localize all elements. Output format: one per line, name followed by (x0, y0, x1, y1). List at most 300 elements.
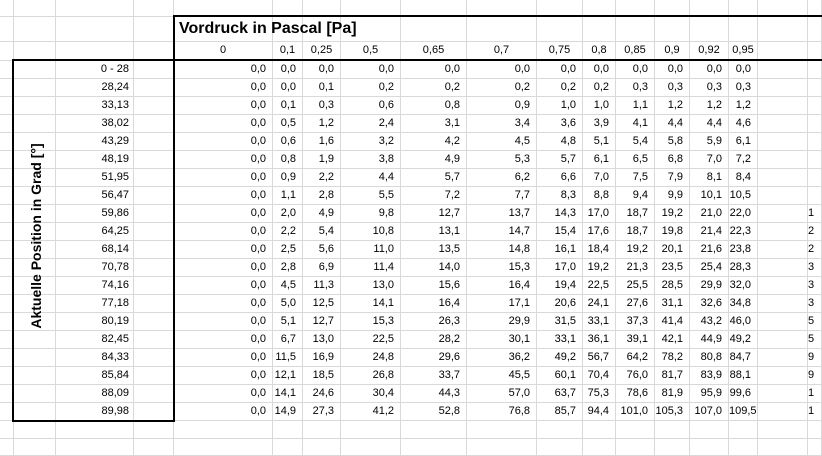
clipped-cell[interactable] (808, 79, 822, 97)
position-cell[interactable]: 89,98 (56, 403, 134, 421)
position-cell[interactable]: 68,14 (56, 241, 134, 259)
value-cell[interactable]: 17,0 (583, 205, 616, 223)
value-cell[interactable]: 29,9 (690, 277, 729, 295)
empty-cell[interactable] (174, 439, 273, 456)
value-cell[interactable]: 8,4 (729, 169, 758, 187)
value-cell[interactable]: 3,8 (341, 151, 401, 169)
value-cell[interactable]: 60,1 (537, 367, 583, 385)
value-cell[interactable]: 6,7 (273, 331, 303, 349)
empty-cell[interactable] (401, 421, 467, 439)
pressure-header-cell[interactable]: 0,5 (341, 42, 401, 61)
value-cell[interactable]: 7,2 (401, 187, 467, 205)
value-cell[interactable]: 39,1 (616, 331, 655, 349)
value-cell[interactable]: 27,3 (303, 403, 341, 421)
value-cell[interactable]: 0,0 (341, 61, 401, 79)
value-cell[interactable]: 0,0 (690, 61, 729, 79)
value-cell[interactable]: 0,0 (174, 295, 273, 313)
value-cell[interactable]: 11,5 (273, 349, 303, 367)
value-cell[interactable]: 43,2 (690, 313, 729, 331)
empty-cell[interactable] (134, 277, 174, 295)
value-cell[interactable]: 0,0 (174, 331, 273, 349)
value-cell[interactable]: 107,0 (690, 403, 729, 421)
empty-cell[interactable] (134, 421, 174, 439)
value-cell[interactable]: 5,4 (616, 133, 655, 151)
value-cell[interactable]: 11,3 (303, 277, 341, 295)
position-cell[interactable]: 28,24 (56, 79, 134, 97)
value-cell[interactable]: 1,2 (655, 97, 690, 115)
empty-cell[interactable] (14, 421, 56, 439)
value-cell[interactable]: 80,8 (690, 349, 729, 367)
value-cell[interactable]: 0,0 (174, 205, 273, 223)
value-cell[interactable]: 20,6 (537, 295, 583, 313)
value-cell[interactable]: 0,0 (273, 61, 303, 79)
value-cell[interactable]: 5,5 (341, 187, 401, 205)
empty-cell[interactable] (174, 421, 273, 439)
value-cell[interactable]: 19,2 (616, 241, 655, 259)
empty-cell[interactable] (0, 421, 14, 439)
value-cell[interactable]: 2,8 (303, 187, 341, 205)
value-cell[interactable]: 83,9 (690, 367, 729, 385)
empty-cell[interactable] (583, 439, 616, 456)
clipped-cell[interactable]: 2 (808, 241, 822, 259)
value-cell[interactable]: 0,0 (174, 259, 273, 277)
value-cell[interactable]: 8,8 (583, 187, 616, 205)
value-cell[interactable]: 26,3 (401, 313, 467, 331)
value-cell[interactable]: 15,3 (467, 259, 537, 277)
position-cell[interactable]: 77,18 (56, 295, 134, 313)
empty-cell[interactable] (758, 331, 808, 349)
position-cell[interactable]: 74,16 (56, 277, 134, 295)
value-cell[interactable]: 31,1 (655, 295, 690, 313)
empty-cell[interactable] (758, 259, 808, 277)
value-cell[interactable]: 34,8 (729, 295, 758, 313)
value-cell[interactable]: 56,7 (583, 349, 616, 367)
value-cell[interactable]: 31,5 (537, 313, 583, 331)
value-cell[interactable]: 22,5 (583, 277, 616, 295)
value-cell[interactable]: 5,6 (303, 241, 341, 259)
empty-cell[interactable] (134, 79, 174, 97)
empty-cell[interactable] (0, 17, 14, 42)
pressure-header-cell[interactable]: 0,7 (467, 42, 537, 61)
value-cell[interactable]: 4,9 (401, 151, 467, 169)
value-cell[interactable]: 81,9 (655, 385, 690, 403)
position-cell[interactable]: 64,25 (56, 223, 134, 241)
value-cell[interactable]: 15,3 (341, 313, 401, 331)
pressure-header-cell[interactable]: 0,92 (690, 42, 729, 61)
empty-cell[interactable] (134, 403, 174, 421)
empty-cell[interactable] (303, 421, 341, 439)
empty-cell[interactable] (655, 439, 690, 456)
value-cell[interactable]: 3,4 (467, 115, 537, 133)
value-cell[interactable]: 8,1 (690, 169, 729, 187)
position-cell[interactable]: 84,33 (56, 349, 134, 367)
value-cell[interactable]: 12,1 (273, 367, 303, 385)
empty-cell[interactable] (655, 421, 690, 439)
value-cell[interactable]: 49,2 (537, 349, 583, 367)
empty-cell[interactable] (134, 439, 174, 456)
empty-cell[interactable] (134, 295, 174, 313)
value-cell[interactable]: 33,1 (537, 331, 583, 349)
value-cell[interactable]: 41,2 (341, 403, 401, 421)
empty-cell[interactable] (134, 61, 174, 79)
value-cell[interactable]: 21,0 (690, 205, 729, 223)
clipped-cell[interactable]: 9 (808, 367, 822, 385)
clipped-cell[interactable]: 1 (808, 385, 822, 403)
empty-cell[interactable] (14, 17, 56, 42)
empty-cell[interactable] (134, 151, 174, 169)
value-cell[interactable]: 16,9 (303, 349, 341, 367)
value-cell[interactable]: 23,5 (655, 259, 690, 277)
value-cell[interactable]: 5,4 (303, 223, 341, 241)
value-cell[interactable]: 0,0 (174, 151, 273, 169)
empty-cell[interactable] (537, 421, 583, 439)
value-cell[interactable]: 41,4 (655, 313, 690, 331)
value-cell[interactable]: 81,7 (655, 367, 690, 385)
value-cell[interactable]: 13,7 (467, 205, 537, 223)
empty-cell[interactable] (134, 187, 174, 205)
value-cell[interactable]: 76,8 (467, 403, 537, 421)
position-cell[interactable]: 51,95 (56, 169, 134, 187)
empty-cell[interactable] (14, 385, 56, 403)
empty-cell[interactable] (758, 97, 808, 115)
value-cell[interactable]: 5,7 (401, 169, 467, 187)
value-cell[interactable]: 28,5 (655, 277, 690, 295)
empty-cell[interactable] (134, 97, 174, 115)
value-cell[interactable]: 24,6 (303, 385, 341, 403)
value-cell[interactable]: 1,2 (729, 97, 758, 115)
clipped-cell[interactable]: 3 (808, 295, 822, 313)
value-cell[interactable]: 63,7 (537, 385, 583, 403)
value-cell[interactable]: 4,5 (273, 277, 303, 295)
value-cell[interactable]: 1,1 (616, 97, 655, 115)
value-cell[interactable]: 0,3 (690, 79, 729, 97)
empty-cell[interactable] (341, 421, 401, 439)
pressure-header-cell[interactable]: 0,25 (303, 42, 341, 61)
empty-cell[interactable] (134, 223, 174, 241)
position-cell[interactable]: 43,29 (56, 133, 134, 151)
value-cell[interactable]: 45,5 (467, 367, 537, 385)
value-cell[interactable]: 7,5 (616, 169, 655, 187)
value-cell[interactable]: 14,9 (273, 403, 303, 421)
value-cell[interactable]: 14,1 (273, 385, 303, 403)
empty-cell[interactable] (758, 439, 808, 456)
value-cell[interactable]: 10,1 (690, 187, 729, 205)
value-cell[interactable]: 105,3 (655, 403, 690, 421)
value-cell[interactable]: 0,8 (273, 151, 303, 169)
clipped-cell[interactable]: 1 (808, 205, 822, 223)
value-cell[interactable]: 29,6 (401, 349, 467, 367)
value-cell[interactable]: 14,1 (341, 295, 401, 313)
empty-cell[interactable] (401, 17, 467, 42)
value-cell[interactable]: 94,4 (583, 403, 616, 421)
value-cell[interactable]: 4,6 (729, 115, 758, 133)
value-cell[interactable]: 85,7 (537, 403, 583, 421)
pressure-header-cell[interactable]: 0,8 (583, 42, 616, 61)
empty-cell[interactable] (758, 169, 808, 187)
value-cell[interactable]: 0,1 (303, 79, 341, 97)
empty-cell[interactable] (56, 439, 134, 456)
empty-cell[interactable] (808, 421, 822, 439)
empty-cell[interactable] (0, 0, 14, 17)
empty-cell[interactable] (583, 421, 616, 439)
value-cell[interactable]: 46,0 (729, 313, 758, 331)
value-cell[interactable]: 33,7 (401, 367, 467, 385)
empty-cell[interactable] (758, 295, 808, 313)
value-cell[interactable]: 17,1 (467, 295, 537, 313)
value-cell[interactable]: 33,1 (583, 313, 616, 331)
value-cell[interactable]: 0,0 (583, 61, 616, 79)
value-cell[interactable]: 21,6 (690, 241, 729, 259)
value-cell[interactable]: 36,1 (583, 331, 616, 349)
empty-cell[interactable] (134, 169, 174, 187)
position-cell[interactable]: 82,45 (56, 331, 134, 349)
clipped-cell[interactable] (808, 187, 822, 205)
empty-cell[interactable] (134, 0, 174, 17)
value-cell[interactable]: 14,7 (467, 223, 537, 241)
value-cell[interactable]: 3,1 (401, 115, 467, 133)
value-cell[interactable]: 1,0 (583, 97, 616, 115)
clipped-cell[interactable]: 5 (808, 331, 822, 349)
empty-cell[interactable] (14, 79, 56, 97)
value-cell[interactable]: 99,6 (729, 385, 758, 403)
value-cell[interactable]: 32,6 (690, 295, 729, 313)
value-cell[interactable]: 18,7 (616, 223, 655, 241)
empty-cell[interactable] (14, 97, 56, 115)
empty-cell[interactable] (758, 151, 808, 169)
clipped-cell[interactable]: 3 (808, 259, 822, 277)
empty-cell[interactable] (401, 439, 467, 456)
value-cell[interactable]: 14,3 (537, 205, 583, 223)
value-cell[interactable]: 0,0 (616, 61, 655, 79)
value-cell[interactable]: 0,0 (729, 61, 758, 79)
value-cell[interactable]: 70,4 (583, 367, 616, 385)
value-cell[interactable]: 4,4 (341, 169, 401, 187)
value-cell[interactable]: 2,4 (341, 115, 401, 133)
clipped-cell[interactable] (808, 169, 822, 187)
value-cell[interactable]: 3,9 (583, 115, 616, 133)
clipped-cell[interactable] (808, 61, 822, 79)
value-cell[interactable]: 22,3 (729, 223, 758, 241)
empty-cell[interactable] (616, 17, 655, 42)
value-cell[interactable]: 4,2 (401, 133, 467, 151)
value-cell[interactable]: 0,0 (655, 61, 690, 79)
empty-cell[interactable] (134, 313, 174, 331)
clipped-cell[interactable]: 9 (808, 349, 822, 367)
value-cell[interactable]: 64,2 (616, 349, 655, 367)
value-cell[interactable]: 5,9 (690, 133, 729, 151)
empty-cell[interactable] (273, 421, 303, 439)
value-cell[interactable]: 16,1 (537, 241, 583, 259)
pressure-header-cell[interactable]: 0,1 (273, 42, 303, 61)
empty-cell[interactable] (729, 439, 758, 456)
empty-cell[interactable] (56, 17, 134, 42)
value-cell[interactable]: 88,1 (729, 367, 758, 385)
empty-cell[interactable] (758, 349, 808, 367)
value-cell[interactable]: 7,0 (583, 169, 616, 187)
value-cell[interactable]: 0,0 (273, 79, 303, 97)
value-cell[interactable]: 13,0 (341, 277, 401, 295)
value-cell[interactable]: 5,1 (273, 313, 303, 331)
value-cell[interactable]: 30,4 (341, 385, 401, 403)
value-cell[interactable]: 0,0 (174, 97, 273, 115)
empty-cell[interactable] (690, 439, 729, 456)
empty-cell[interactable] (134, 259, 174, 277)
empty-cell[interactable] (14, 349, 56, 367)
position-cell[interactable]: 88,09 (56, 385, 134, 403)
empty-cell[interactable] (134, 349, 174, 367)
position-cell[interactable]: 33,13 (56, 97, 134, 115)
clipped-cell[interactable] (808, 97, 822, 115)
pressure-header-cell[interactable]: 0,9 (655, 42, 690, 61)
empty-cell[interactable] (583, 17, 616, 42)
value-cell[interactable]: 4,8 (537, 133, 583, 151)
value-cell[interactable]: 0,0 (174, 187, 273, 205)
empty-cell[interactable] (134, 241, 174, 259)
value-cell[interactable]: 4,9 (303, 205, 341, 223)
value-cell[interactable]: 4,5 (467, 133, 537, 151)
value-cell[interactable]: 14,8 (467, 241, 537, 259)
empty-cell[interactable] (690, 421, 729, 439)
pressure-header-cell[interactable]: 0,75 (537, 42, 583, 61)
empty-cell[interactable] (134, 385, 174, 403)
value-cell[interactable]: 1,0 (537, 97, 583, 115)
value-cell[interactable]: 0,0 (174, 385, 273, 403)
empty-cell[interactable] (56, 421, 134, 439)
empty-cell[interactable] (14, 403, 56, 421)
pressure-header-cell[interactable]: 0 (174, 42, 273, 61)
empty-cell[interactable] (467, 439, 537, 456)
empty-cell[interactable] (134, 205, 174, 223)
empty-cell[interactable] (537, 17, 583, 42)
empty-cell[interactable] (56, 0, 134, 17)
value-cell[interactable]: 11,0 (341, 241, 401, 259)
value-cell[interactable]: 11,4 (341, 259, 401, 277)
pressure-header-cell[interactable]: 0,85 (616, 42, 655, 61)
value-cell[interactable]: 2,0 (273, 205, 303, 223)
empty-cell[interactable] (0, 439, 14, 456)
value-cell[interactable]: 3,6 (537, 115, 583, 133)
value-cell[interactable]: 1,6 (303, 133, 341, 151)
clipped-cell[interactable]: 1 (808, 403, 822, 421)
empty-cell[interactable] (14, 115, 56, 133)
empty-cell[interactable] (14, 61, 56, 79)
position-cell[interactable]: 48,19 (56, 151, 134, 169)
value-cell[interactable]: 0,3 (655, 79, 690, 97)
pressure-header-cell[interactable]: 0,95 (729, 42, 758, 61)
value-cell[interactable]: 0,0 (174, 169, 273, 187)
value-cell[interactable]: 26,8 (341, 367, 401, 385)
value-cell[interactable]: 0,3 (729, 79, 758, 97)
value-cell[interactable]: 42,1 (655, 331, 690, 349)
value-cell[interactable]: 36,2 (467, 349, 537, 367)
value-cell[interactable]: 0,0 (174, 61, 273, 79)
empty-cell[interactable] (808, 17, 822, 42)
value-cell[interactable]: 20,1 (655, 241, 690, 259)
value-cell[interactable]: 5,7 (537, 151, 583, 169)
value-cell[interactable]: 75,3 (583, 385, 616, 403)
value-cell[interactable]: 2,8 (273, 259, 303, 277)
value-cell[interactable]: 0,9 (467, 97, 537, 115)
empty-cell[interactable] (690, 17, 729, 42)
value-cell[interactable]: 0,0 (174, 403, 273, 421)
value-cell[interactable]: 15,6 (401, 277, 467, 295)
empty-cell[interactable] (758, 17, 808, 42)
clipped-cell[interactable] (808, 115, 822, 133)
empty-cell[interactable] (758, 205, 808, 223)
value-cell[interactable]: 0,0 (174, 313, 273, 331)
value-cell[interactable]: 57,0 (467, 385, 537, 403)
value-cell[interactable]: 5,3 (467, 151, 537, 169)
value-cell[interactable]: 14,0 (401, 259, 467, 277)
empty-cell[interactable] (655, 17, 690, 42)
value-cell[interactable]: 0,0 (174, 241, 273, 259)
value-cell[interactable]: 0,0 (174, 115, 273, 133)
empty-cell[interactable] (729, 421, 758, 439)
value-cell[interactable]: 0,2 (341, 79, 401, 97)
empty-cell[interactable] (537, 439, 583, 456)
value-cell[interactable]: 4,1 (616, 115, 655, 133)
empty-cell[interactable] (758, 133, 808, 151)
position-cell[interactable]: 0 - 28 (56, 61, 134, 79)
value-cell[interactable]: 29,9 (467, 313, 537, 331)
position-cell[interactable]: 70,78 (56, 259, 134, 277)
value-cell[interactable]: 7,0 (690, 151, 729, 169)
value-cell[interactable]: 25,5 (616, 277, 655, 295)
value-cell[interactable]: 0,2 (401, 79, 467, 97)
value-cell[interactable]: 0,6 (341, 97, 401, 115)
value-cell[interactable]: 1,2 (303, 115, 341, 133)
empty-cell[interactable] (14, 439, 56, 456)
value-cell[interactable]: 21,4 (690, 223, 729, 241)
value-cell[interactable]: 0,0 (537, 61, 583, 79)
empty-cell[interactable] (134, 133, 174, 151)
value-cell[interactable]: 6,1 (583, 151, 616, 169)
empty-cell[interactable] (758, 385, 808, 403)
value-cell[interactable]: 16,4 (401, 295, 467, 313)
empty-cell[interactable] (616, 439, 655, 456)
value-cell[interactable]: 0,0 (174, 79, 273, 97)
value-cell[interactable]: 44,9 (690, 331, 729, 349)
position-cell[interactable]: 56,47 (56, 187, 134, 205)
value-cell[interactable]: 12,7 (401, 205, 467, 223)
value-cell[interactable]: 10,8 (341, 223, 401, 241)
position-cell[interactable]: 38,02 (56, 115, 134, 133)
clipped-cell[interactable]: 2 (808, 223, 822, 241)
value-cell[interactable]: 0,2 (467, 79, 537, 97)
empty-cell[interactable] (729, 17, 758, 42)
value-cell[interactable]: 0,8 (401, 97, 467, 115)
value-cell[interactable]: 0,0 (401, 61, 467, 79)
value-cell[interactable]: 24,8 (341, 349, 401, 367)
value-cell[interactable]: 6,2 (467, 169, 537, 187)
empty-cell[interactable] (467, 17, 537, 42)
empty-cell[interactable] (616, 421, 655, 439)
value-cell[interactable]: 84,7 (729, 349, 758, 367)
value-cell[interactable]: 30,1 (467, 331, 537, 349)
empty-cell[interactable] (134, 17, 174, 42)
value-cell[interactable]: 0,0 (174, 223, 273, 241)
empty-cell[interactable] (758, 61, 808, 79)
pressure-header-cell[interactable]: 0,65 (401, 42, 467, 61)
value-cell[interactable]: 3,2 (341, 133, 401, 151)
clipped-cell[interactable] (808, 133, 822, 151)
value-cell[interactable]: 13,5 (401, 241, 467, 259)
empty-cell[interactable] (758, 313, 808, 331)
value-cell[interactable]: 5,1 (583, 133, 616, 151)
value-cell[interactable]: 13,1 (401, 223, 467, 241)
value-cell[interactable]: 49,2 (729, 331, 758, 349)
empty-cell[interactable] (758, 367, 808, 385)
